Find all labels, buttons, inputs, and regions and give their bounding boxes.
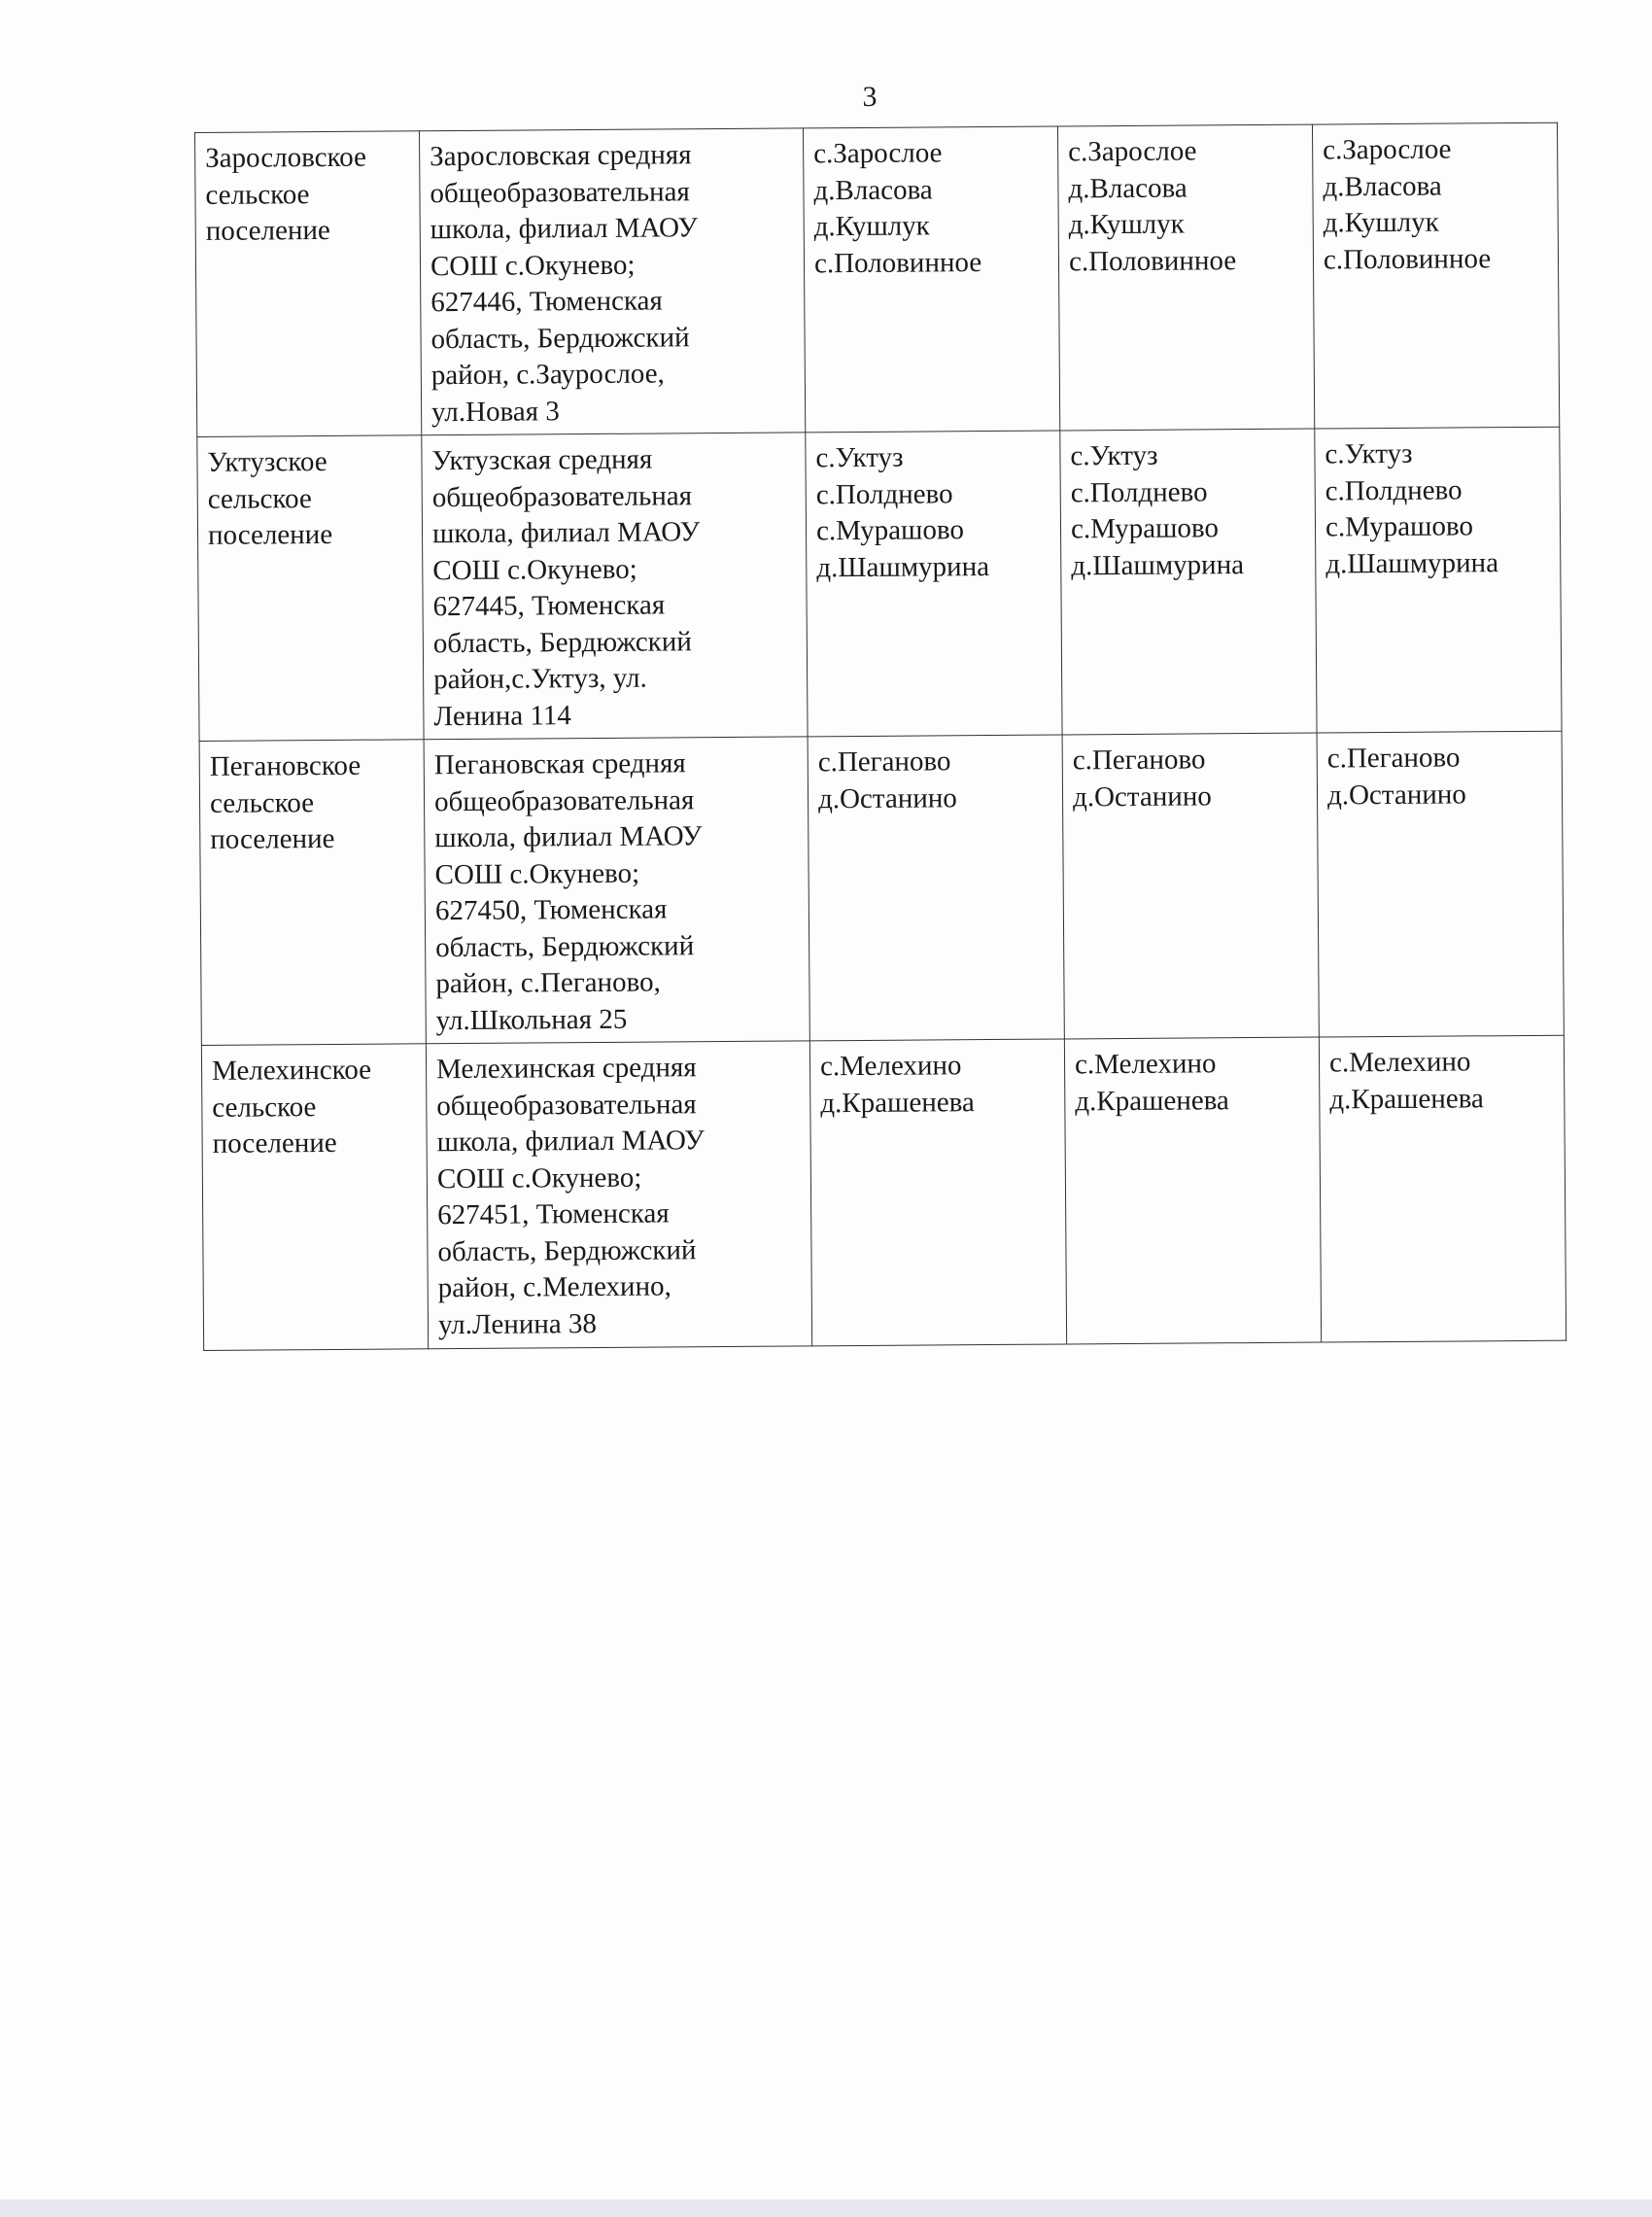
school-cell: Зарословская средняя общеобразовательная школа, филиал МАОУ СОШ с.Окунево; 627446, Тюменская область, Бердюжский район, с.Заурослое, ул.Новая 3 — [419, 128, 805, 435]
table-row — [201, 1035, 1566, 1350]
localities-cell: с.Мелехино д.Крашенева — [809, 1039, 1066, 1346]
page-number: 3 — [862, 81, 878, 113]
localities-cell: с.Пеганово д.Останино — [1317, 731, 1564, 1037]
localities-cell: с.Уктуз с.Полднево с.Мурашово д.Шашмурина — [1060, 429, 1317, 735]
settlement-cell: Зарословское сельское поселение — [195, 131, 422, 437]
school-cell: Пегановская средняя общеобразовательная школа, филиал МАОУ СОШ с.Окунево; 627450, Тюменская область, Бердюжский район, с.Пеганово, ул.Школьная 25 — [424, 737, 809, 1044]
settlements-table — [194, 122, 1566, 1351]
table-container — [194, 122, 1566, 1351]
settlement-cell: Уктузское сельское поселение — [197, 435, 424, 742]
localities-cell: с.Мелехино д.Крашенева — [1319, 1035, 1566, 1342]
table-row — [197, 427, 1562, 741]
settlement-cell: Мелехинское сельское поселение — [201, 1044, 428, 1351]
table-row — [195, 122, 1560, 436]
localities-cell: с.Мелехино д.Крашенева — [1064, 1037, 1321, 1344]
localities-cell: с.Пеганово д.Останино — [808, 735, 1064, 1041]
localities-cell: с.Зарослое д.Власова д.Кушлук с.Половинное — [1312, 122, 1559, 429]
table-row — [199, 731, 1564, 1045]
settlement-cell: Пегановское сельское поселение — [199, 740, 426, 1046]
school-cell: Уктузская средняя общеобразовательная школа, филиал МАОУ СОШ с.Окунево; 627445, Тюменская область, Бердюжский район,с.Уктуз, ул. Ленина 114 — [422, 433, 808, 740]
localities-cell: с.Уктуз с.Полднево с.Мурашово д.Шашмурина — [806, 431, 1062, 737]
scan-edge — [0, 2200, 1652, 2217]
localities-cell: с.Уктуз с.Полднево с.Мурашово д.Шашмурина — [1315, 427, 1562, 733]
localities-cell: с.Пеганово д.Останино — [1062, 733, 1319, 1039]
localities-cell: с.Зарослое д.Власова д.Кушлук с.Половинное — [1057, 124, 1314, 431]
school-cell: Мелехинская средняя общеобразовательная школа, филиал МАОУ СОШ с.Окунево; 627451, Тюменская область, Бердюжский район, с.Мелехино, ул.Ленина 38 — [426, 1041, 811, 1349]
localities-cell: с.Зарослое д.Власова д.Кушлук с.Половинное — [803, 126, 1059, 433]
